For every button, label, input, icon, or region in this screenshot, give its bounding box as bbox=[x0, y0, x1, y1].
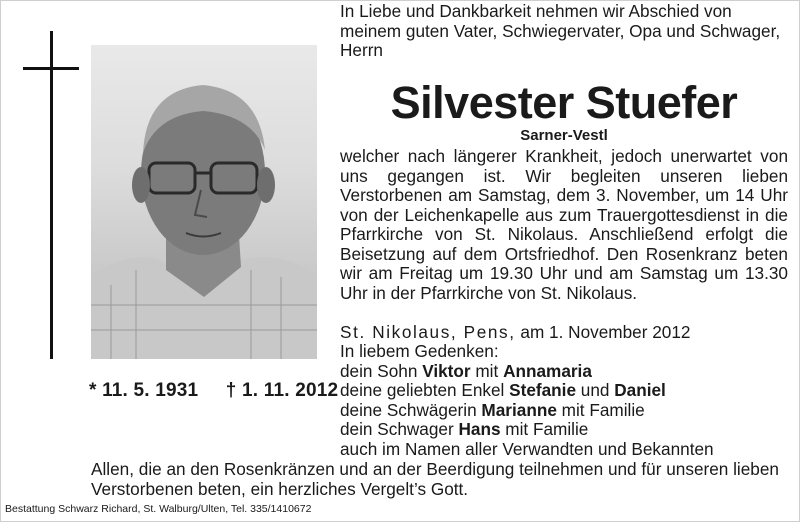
mourner-line bbox=[340, 381, 790, 401]
mourner-relation: dein Schwager bbox=[340, 419, 459, 439]
mourner-relation: dein Sohn bbox=[340, 360, 423, 381]
mourner-connector: und bbox=[576, 380, 615, 400]
birth-date: * 11. 5. 1931 bbox=[89, 380, 199, 401]
mourner-name: Marianne bbox=[481, 399, 557, 420]
cross-icon bbox=[50, 31, 53, 359]
life-dates bbox=[89, 380, 338, 402]
mourner-name: Hans bbox=[458, 419, 501, 439]
closing-thanks: Allen, die an den Rosenkränzen und an der Beerdigung teilnehmen und für unseren lieben Verstorbenen beten, ein herzliches Vergelt’s Gott. bbox=[91, 459, 779, 499]
mourner-name: Daniel bbox=[614, 380, 666, 400]
portrait-illustration bbox=[91, 45, 317, 359]
deceased-name: Silvester Stuefer bbox=[390, 77, 738, 128]
mourner-relation: deine geliebten Enkel bbox=[340, 380, 510, 400]
memory-heading: In liebem Gedenken: bbox=[340, 341, 499, 361]
notice-date: am 1. November 2012 bbox=[520, 322, 691, 342]
mourner-connector: mit Familie bbox=[556, 399, 645, 420]
death-date: † 1. 11. 2012 bbox=[225, 380, 339, 401]
intro-text: In Liebe und Dankbarkeit nehmen wir Abschied von meinem guten Vater, Schwiegervater, Opa und Schwager, Herrn bbox=[340, 1, 781, 60]
cross-icon-bar bbox=[23, 67, 79, 70]
mourner-line bbox=[340, 401, 790, 421]
mourner-name: Stefanie bbox=[509, 380, 577, 400]
mourner-name: Annamaria bbox=[503, 360, 592, 381]
funeral-home-footer: Bestattung Schwarz Richard, St. Walburg/Ulten, Tel. 335/1410672 bbox=[5, 503, 312, 515]
mourner-relation: deine Schwägerin bbox=[340, 399, 482, 420]
mourner-name: Viktor bbox=[422, 360, 471, 381]
place-date-line bbox=[340, 322, 690, 343]
relatives-line: auch im Namen aller Verwandten und Bekannten bbox=[340, 438, 714, 459]
mourner-line bbox=[340, 362, 790, 382]
deceased-nickname: Sarner-Vestl bbox=[520, 127, 608, 144]
place: St. Nikolaus, Pens, bbox=[340, 322, 516, 342]
mourner-line bbox=[340, 420, 790, 440]
funeral-details: welcher nach längerer Krankheit, jedoch unerwartet von uns gegangen ist. Wir begleiten unseren lieben Verstorbenen am Samstag, dem 3. November, um 14 Uhr von der Leichenkapelle aus zum Trauergottesdienst in die Pfarrkirche von St. Nikolaus. Anschließend erfolgt die Beisetzung auf dem Ortsfriedhof. Den Rosenkranz beten wir am Freitag um 19.30 Uhr und am Samstag um 13.30 Uhr in der Pfarrkirche von St. Nikolaus. bbox=[340, 146, 788, 303]
mourner-connector: mit Familie bbox=[500, 419, 589, 439]
mourners-block bbox=[340, 342, 790, 459]
mourner-connector: mit bbox=[470, 360, 504, 381]
portrait-photo bbox=[91, 45, 317, 359]
